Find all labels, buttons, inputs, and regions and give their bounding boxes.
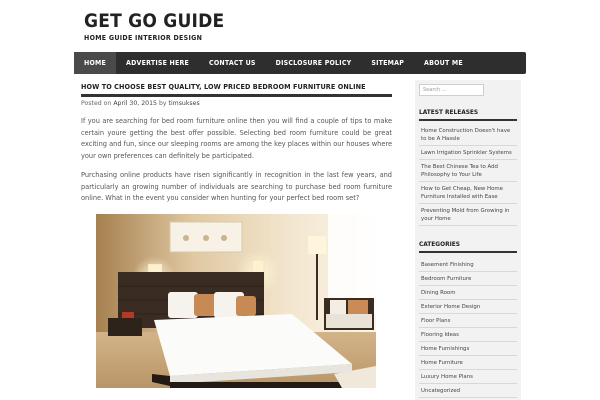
nav-item-sitemap[interactable]: SITEMAP (371, 59, 405, 67)
latest-releases-title: LATEST RELEASES (419, 108, 517, 121)
post-meta-by: by (158, 100, 167, 107)
latest-releases-list (419, 124, 517, 226)
post-meta-prefix: Posted on (81, 100, 112, 107)
post-title[interactable]: HOW TO CHOOSE BEST QUALITY, LOW PRICED BEDROOM FURNITURE ONLINE (81, 82, 392, 97)
post-date-link[interactable]: April 30, 2015 (113, 100, 157, 107)
site-branding (84, 10, 224, 42)
post-article (81, 82, 392, 203)
category-item[interactable]: Flooring Ideas (419, 328, 517, 342)
sidebar (415, 80, 521, 400)
category-item[interactable]: Home Furnishings (419, 342, 517, 356)
category-item[interactable]: Uncategorized (419, 384, 517, 398)
main-navigation (74, 52, 526, 74)
latest-release-item[interactable]: The Best Chinese Tea to Add Philosophy to Your Life (419, 160, 517, 182)
site-title[interactable]: GET GO GUIDE (84, 10, 225, 32)
latest-release-item[interactable]: Preventing Mold from Growing in your Home (419, 204, 517, 226)
nav-item-home[interactable]: HOME (74, 52, 116, 74)
latest-release-item[interactable]: Home Construction Doesn't have to be A Hassle (419, 124, 517, 146)
site-tagline: HOME GUIDE INTERIOR DESIGN (84, 34, 203, 42)
category-item[interactable]: Floor Plans (419, 314, 517, 328)
post-paragraph-1: If you are searching for bed room furniture online then you will find a couple of tips to make certain youre getting the best offer possible. Selecting bed room furniture could be great exciting and fun, since our sleeping rooms are among the key places within our houses where your own preferences can definitely be participated. (81, 117, 392, 160)
category-item[interactable]: Dining Room (419, 286, 517, 300)
latest-release-item[interactable]: How to Get Cheap, New Home Furniture Installed with Ease (419, 182, 517, 204)
latest-release-item[interactable]: Lawn Irrigation Sprinkler Systems (419, 146, 517, 160)
category-item[interactable]: Bedroom Furniture (419, 272, 517, 286)
nav-item-disclosure-policy[interactable]: DISCLOSURE POLICY (275, 59, 352, 67)
categories-list (419, 258, 517, 398)
nav-item-about-me[interactable]: ABOUT ME (424, 59, 463, 67)
post-paragraph-2: Purchasing online products have risen significantly in recognition in the last few years, and particularly an growing number of individuals are searching to purchase bed room furniture online. What in the event you consider when hunting for your perfect bed room set? (81, 171, 392, 203)
category-item[interactable]: Home Furniture (419, 356, 517, 370)
post-author-link[interactable]: timsukses (168, 100, 200, 107)
bedroom-photo (96, 214, 376, 388)
categories-title: CATEGORIES (419, 240, 517, 253)
category-item[interactable]: Luxury Home Plans (419, 370, 517, 384)
category-item[interactable]: Exterior Home Design (419, 300, 517, 314)
nav-item-advertise-here[interactable]: ADVERTISE HERE (126, 59, 190, 67)
category-item[interactable]: Basement Finishing (419, 258, 517, 272)
nav-item-contact-us[interactable]: CONTACT US (209, 59, 256, 67)
search-input[interactable]: Search ... (419, 84, 484, 96)
post-meta (81, 100, 392, 107)
